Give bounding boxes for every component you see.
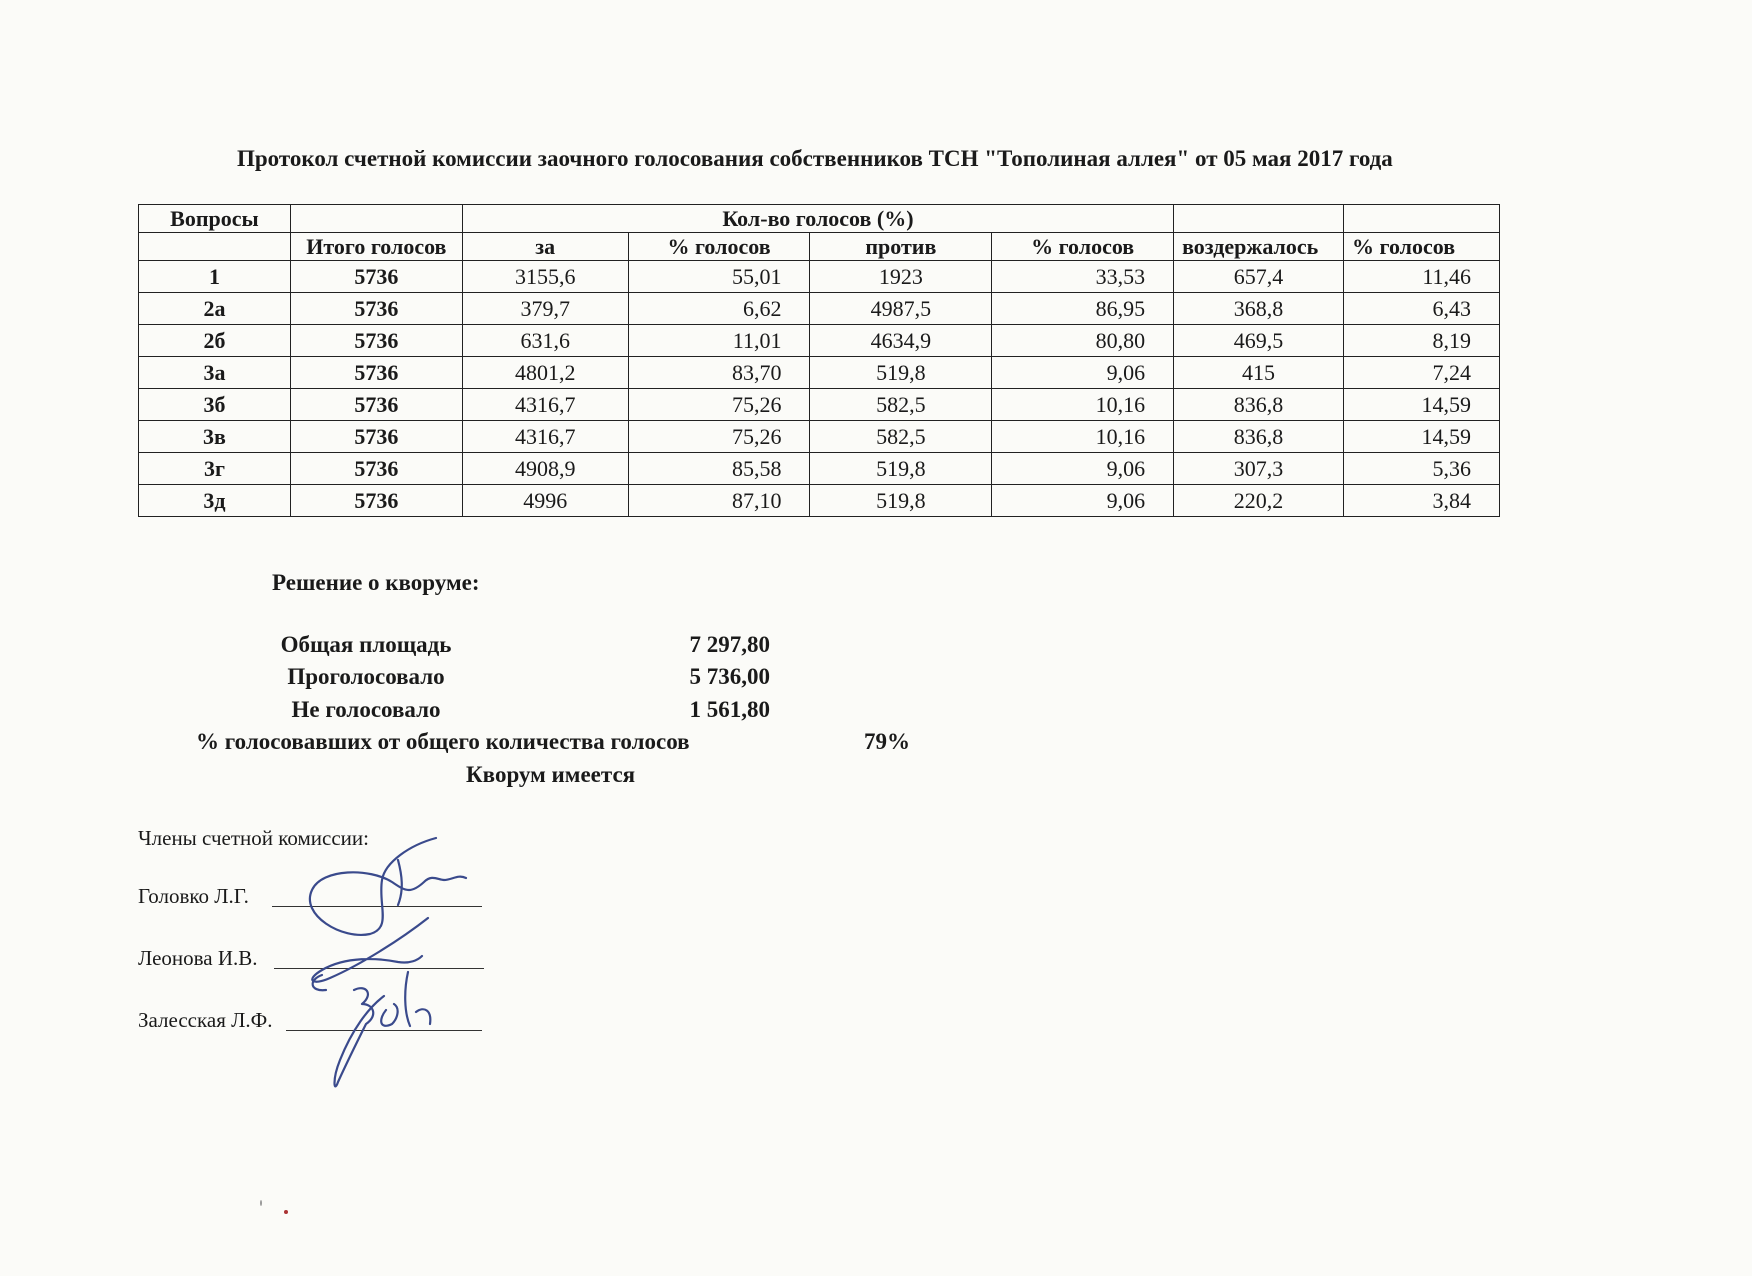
not-voted-value: 1 561,80 — [689, 697, 770, 722]
against-pct-cell: 9,06 — [992, 357, 1174, 389]
for-cell: 4908,9 — [462, 453, 628, 485]
for-cell: 4996 — [462, 485, 628, 517]
header-votes-count: Кол-во голосов (%) — [462, 205, 1173, 233]
percent-label: % голосовавших от общего количества голосов — [196, 729, 690, 754]
against-pct-cell: 10,16 — [992, 421, 1174, 453]
question-cell: 3д — [139, 485, 291, 517]
paper-speck — [260, 1200, 262, 1206]
quorum-result: Кворум имеется — [466, 762, 636, 787]
for-pct-cell: 75,26 — [628, 421, 810, 453]
for-pct-cell: 85,58 — [628, 453, 810, 485]
abstained-cell: 836,8 — [1174, 389, 1344, 421]
abstained-cell: 220,2 — [1174, 485, 1344, 517]
header-abstained-pct: % голосов — [1344, 233, 1500, 261]
question-cell: 3а — [139, 357, 291, 389]
abstained-pct-cell: 3,84 — [1344, 485, 1500, 517]
abstained-pct-cell: 7,24 — [1344, 357, 1500, 389]
voted-label: Проголосовало — [287, 664, 445, 689]
abstained-cell: 657,4 — [1174, 261, 1344, 293]
total-cell: 5736 — [290, 389, 462, 421]
signature-3-icon — [335, 988, 385, 1086]
commission-heading: Члены счетной комиссии: — [138, 826, 369, 850]
against-pct-cell: 86,95 — [992, 293, 1174, 325]
against-cell: 519,8 — [810, 453, 992, 485]
against-cell: 582,5 — [810, 421, 992, 453]
abstained-cell: 415 — [1174, 357, 1344, 389]
for-cell: 631,6 — [462, 325, 628, 357]
total-area-value: 7 297,80 — [689, 632, 770, 657]
header-for-pct: % голосов — [628, 233, 810, 261]
total-area-label: Общая площадь — [280, 632, 452, 657]
abstained-pct-cell: 5,36 — [1344, 453, 1500, 485]
for-pct-cell: 87,10 — [628, 485, 810, 517]
for-cell: 3155,6 — [462, 261, 628, 293]
percent-value: 79% — [864, 729, 910, 754]
abstained-cell: 307,3 — [1174, 453, 1344, 485]
total-cell: 5736 — [290, 261, 462, 293]
member-1-name: Головко Л.Г. — [138, 884, 249, 908]
question-cell: 3г — [139, 453, 291, 485]
total-cell: 5736 — [290, 357, 462, 389]
abstained-cell: 469,5 — [1174, 325, 1344, 357]
voted-value: 5 736,00 — [689, 664, 770, 689]
signature-2-icon — [312, 918, 428, 982]
for-cell: 4316,7 — [462, 421, 628, 453]
for-cell: 379,7 — [462, 293, 628, 325]
abstained-pct-cell: 8,19 — [1344, 325, 1500, 357]
against-pct-cell: 33,53 — [992, 261, 1174, 293]
for-pct-cell: 55,01 — [628, 261, 810, 293]
against-pct-cell: 9,06 — [992, 485, 1174, 517]
abstained-pct-cell: 11,46 — [1344, 261, 1500, 293]
total-cell: 5736 — [290, 421, 462, 453]
question-cell: 3б — [139, 389, 291, 421]
for-pct-cell: 11,01 — [628, 325, 810, 357]
header-questions: Вопросы — [139, 205, 291, 233]
against-cell: 1923 — [810, 261, 992, 293]
quorum-heading: Решение о кворуме: — [272, 570, 480, 595]
member-2-name: Леонова И.В. — [138, 946, 258, 970]
abstained-pct-cell: 14,59 — [1344, 389, 1500, 421]
for-pct-cell: 83,70 — [628, 357, 810, 389]
signature-1-icon — [310, 838, 466, 935]
against-cell: 519,8 — [810, 485, 992, 517]
against-cell: 4987,5 — [810, 293, 992, 325]
for-cell: 4801,2 — [462, 357, 628, 389]
question-cell: 2б — [139, 325, 291, 357]
question-cell: 2а — [139, 293, 291, 325]
header-total: Итого голосов — [290, 233, 462, 261]
header-against-pct: % голосов — [992, 233, 1174, 261]
for-pct-cell: 6,62 — [628, 293, 810, 325]
abstained-pct-cell: 14,59 — [1344, 421, 1500, 453]
total-cell: 5736 — [290, 453, 462, 485]
header-against: против — [810, 233, 992, 261]
against-cell: 519,8 — [810, 357, 992, 389]
against-pct-cell: 80,80 — [992, 325, 1174, 357]
document-title: Протокол счетной комиссии заочного голосования собственников ТСН "Тополиная аллея" от 05 мая 2017 года — [237, 146, 1393, 171]
against-cell: 4634,9 — [810, 325, 992, 357]
abstained-cell: 836,8 — [1174, 421, 1344, 453]
against-pct-cell: 9,06 — [992, 453, 1174, 485]
header-abstained: воздержалось — [1174, 233, 1344, 261]
for-pct-cell: 75,26 — [628, 389, 810, 421]
total-cell: 5736 — [290, 325, 462, 357]
against-pct-cell: 10,16 — [992, 389, 1174, 421]
total-cell: 5736 — [290, 485, 462, 517]
question-cell: 1 — [139, 261, 291, 293]
header-for: за — [462, 233, 628, 261]
abstained-pct-cell: 6,43 — [1344, 293, 1500, 325]
against-cell: 582,5 — [810, 389, 992, 421]
abstained-cell: 368,8 — [1174, 293, 1344, 325]
total-cell: 5736 — [290, 293, 462, 325]
for-cell: 4316,7 — [462, 389, 628, 421]
paper-speck — [284, 1210, 288, 1214]
not-voted-label: Не голосовало — [291, 697, 441, 722]
question-cell: 3в — [139, 421, 291, 453]
member-3-name: Залесская Л.Ф. — [138, 1008, 273, 1032]
